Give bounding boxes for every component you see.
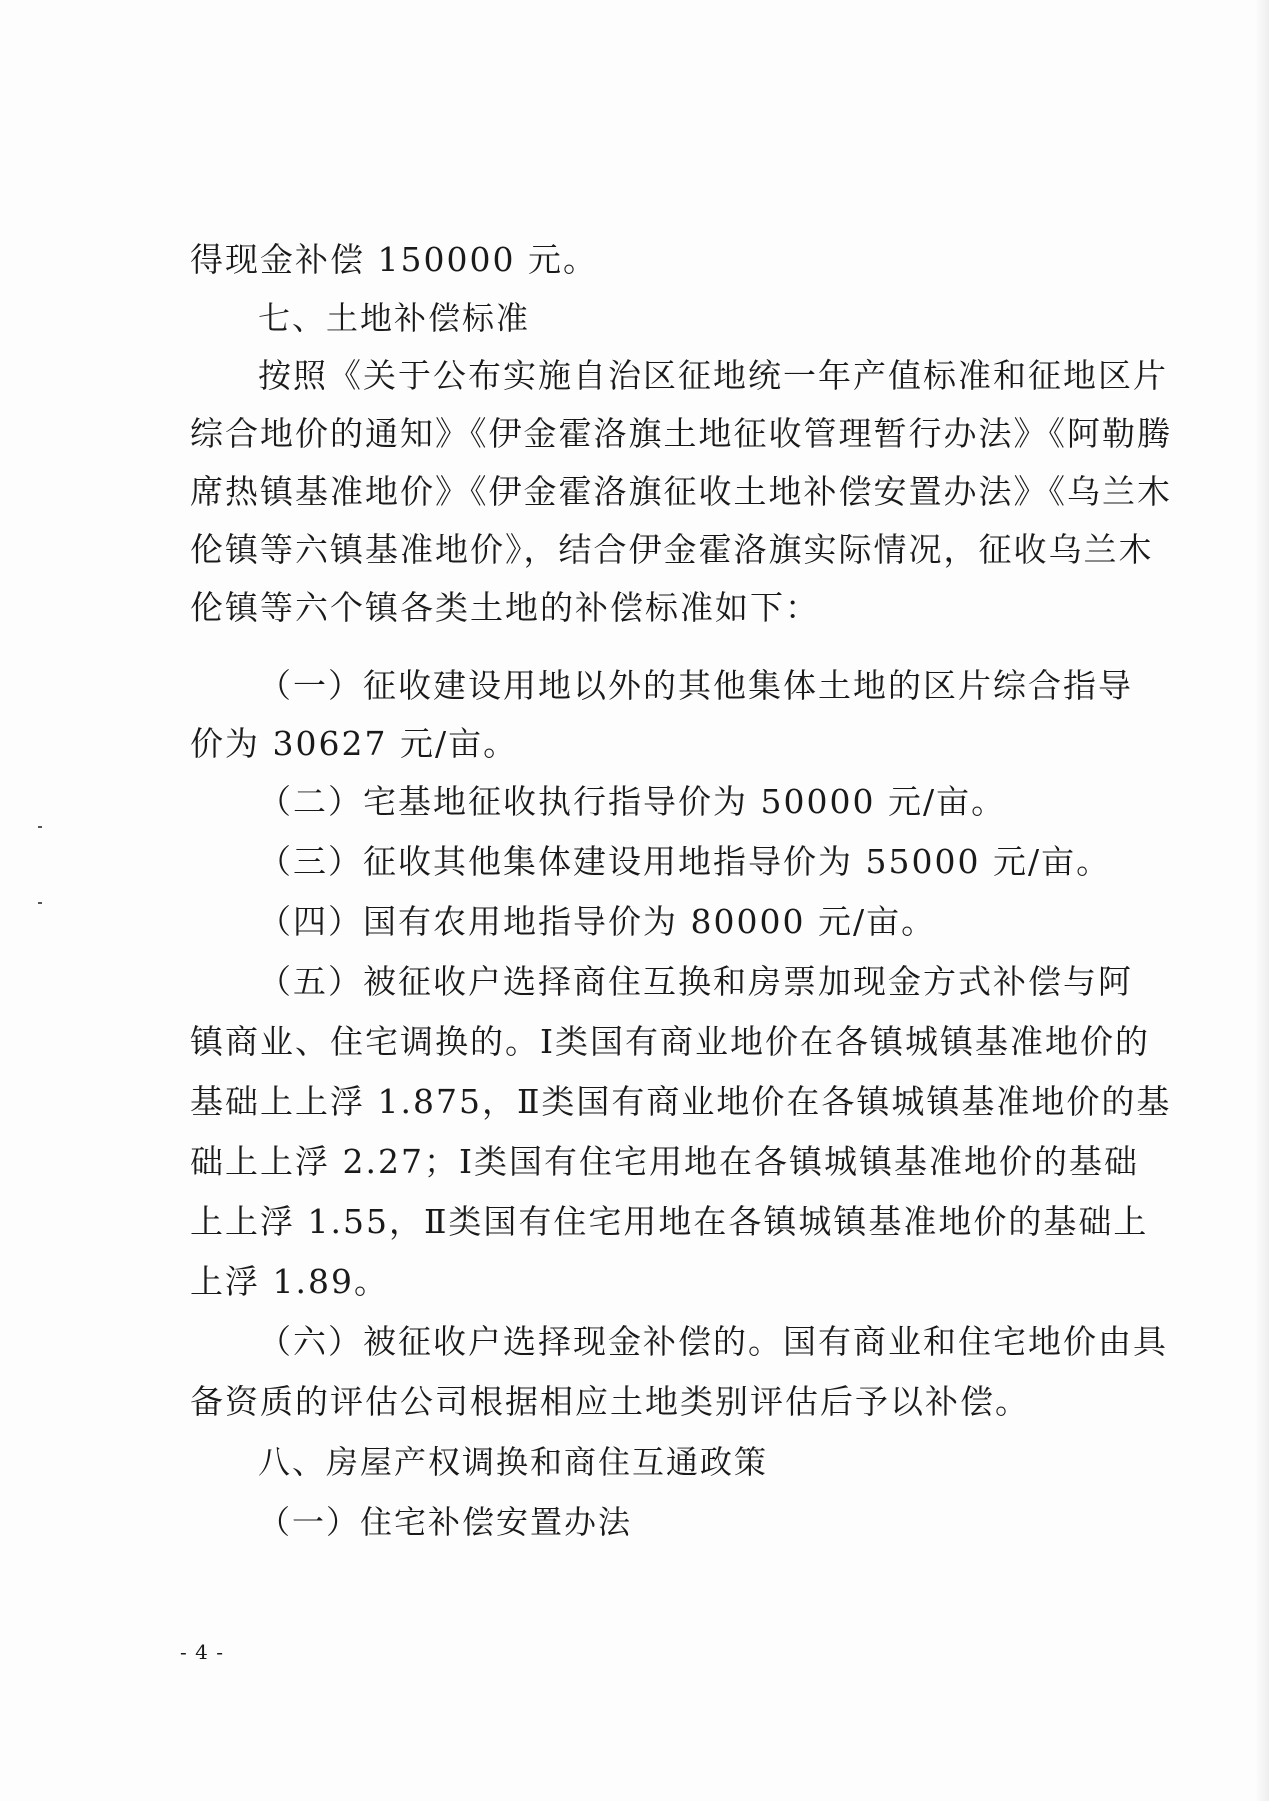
scan-mark <box>38 902 42 904</box>
text-line-19: （六）被征收户选择现金补偿的。国有商业和住宅地价由具 <box>258 1322 1168 1361</box>
text-line-1: 得现金补偿 150000 元。 <box>190 240 598 279</box>
text-line-12: （四）国有农用地指导价为 80000 元/亩。 <box>258 902 937 941</box>
text-line-6: 伦镇等六镇基准地价》，结合伊金霍洛旗实际情况，征收乌兰木 <box>190 530 1154 569</box>
page-edge-shadow <box>1255 0 1269 1801</box>
section-heading-7: 七、土地补偿标准 <box>258 299 531 337</box>
text-line-16: 础上上浮 2.27；Ⅰ类国有住宅用地在各镇城镇基准地价的基础 <box>190 1142 1140 1181</box>
text-line-17: 上上浮 1.55，Ⅱ类国有住宅用地在各镇城镇基准地价的基础上 <box>190 1202 1149 1241</box>
text-line-18: 上浮 1.89。 <box>190 1262 389 1301</box>
text-line-9: 价为 30627 元/亩。 <box>190 724 519 763</box>
section-heading-8: 八、房屋产权调换和商住互通政策 <box>258 1443 769 1481</box>
text-line-15: 基础上上浮 1.875，Ⅱ类国有商业地价在各镇城镇基准地价的基 <box>190 1082 1172 1121</box>
text-line-8: （一）征收建设用地以外的其他集体土地的区片综合指导 <box>258 666 1133 705</box>
text-line-7: 伦镇等六个镇各类土地的补偿标准如下： <box>190 588 820 627</box>
text-line-14: 镇商业、住宅调换的。Ⅰ类国有商业地价在各镇城镇基准地价的 <box>190 1022 1151 1061</box>
text-line-10: （二）宅基地征收执行指导价为 50000 元/亩。 <box>258 782 1007 821</box>
text-line-20: 备资质的评估公司根据相应土地类别评估后予以补偿。 <box>190 1382 1030 1421</box>
text-line-11: （三）征收其他集体建设用地指导价为 55000 元/亩。 <box>258 842 1112 881</box>
text-line-5: 席热镇基准地价》《伊金霍洛旗征收土地补偿安置办法》《乌兰木 <box>190 472 1172 511</box>
text-line-4: 综合地价的通知》《伊金霍洛旗土地征收管理暂行办法》《阿勒腾 <box>190 414 1172 453</box>
text-line-3: 按照《关于公布实施自治区征地统一年产值标准和征地区片 <box>258 356 1168 395</box>
text-line-13: （五）被征收户选择商住互换和房票加现金方式补偿与阿 <box>258 962 1133 1001</box>
scan-mark <box>38 826 42 828</box>
page-number: - 4 - <box>180 1640 224 1664</box>
subsection-heading: （一）住宅补偿安置办法 <box>258 1503 633 1541</box>
